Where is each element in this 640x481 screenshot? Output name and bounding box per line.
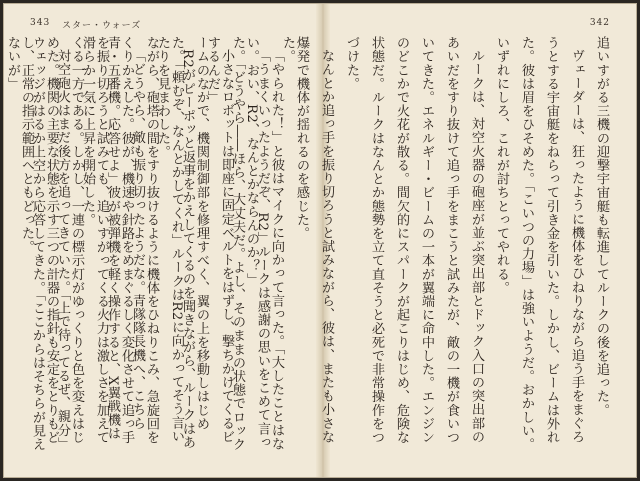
page-number-right: 342 [589,18,610,28]
paragraph: 「うまくいったようだぞ、R2」ルークは感謝の思いをこめて言った。「どうやら――ほら、大丈夫だ。よし、そのままの状態でロックするんだ」 [205,36,270,451]
paragraph: 「どうやら、敵も振り切ったようだな。青隊隊長機へ、こちら青・五番機。応答せよ」彼が被弾機を軽く操作すると、X翼戦機は滑らか一気に上昇を開始した。 [80,36,145,441]
book-spread [4,4,636,477]
paragraph: 小さなロボットは即座に固定ベルトをはずし、撃ちかけてくるビームのなかで、機関制御部を修理すべく、翼の上を移動しはじめた。「頼むぞ、なんとかしてくれ」ルークはR2に向かってそう言いながら、砲塔の間をすり抜けるように機体をひねりこみ、急旋回をくりかえした。彼が、機速や針路をめまぐるしく変化させて追っ手を振り切ろうと試みても、追いすがってくる火力は激しさを加えてくる一方である。しかし、一連の標示灯がゆっくりと色を変えはじめた。機関の主要な状態を示す三つの計器の指針も安定をとりもどし、正常の指示範囲へともどった。 [19,36,234,444]
paragraph: ヴェーダーは、狂ったように機体をひねりながら追う手をまぐろうとする宇宙艇をねらって引き金を引いた。しかし、ビームは外れた。彼は眉をひそめた。「こいつの力場」は強いようだ。おかしい。いずれにしろ、これが討ちとってやれる。 [494,36,584,451]
paragraph: 追いすがる三機の迎撃宇宙艇も転進してルークの後を追った。 [594,36,609,417]
paragraph: 対空砲火はまだ後方を追ってきていた。「上で待ってるぜ、親分」ウェッジがはるか上空から応答してきた。「ここからはそちらが見えないが」 [5,36,70,451]
paragraph: ルークは、対空火器の砲座が並ぶ突出部とドック入口の突出部のあいだをすり抜けて追っ手をまこうと試みたが、敵の一機が食いついてきた。エネルギー・ビームの一本が翼端に命中した。エンジンのどこかで火花が散る。間欠的にスパークが起こりはじめ、危険な状態だ。ルークはなんとか態勢を立て直そうと必死で非常操作をつづけた。 [344,36,484,444]
paragraph: R2がピーポッと返事をかえしてくるのを聞きながら、ルークはあたりを見まわした。 [155,36,195,450]
paragraph: 「やられた！」と彼はマイクに向かって言った。「大したことはない。おい、R2、なんとかならんのか？」 [244,36,284,451]
running-title: スター・ウォーズ [62,21,142,31]
paragraph: た。 [280,36,295,64]
paragraph: なんとか追っ手を振り切ろうと試みながら、彼は、またも小さな爆発で機体が揺れるのを感じた。 [294,36,334,444]
page-number-left: 343 [30,18,51,28]
